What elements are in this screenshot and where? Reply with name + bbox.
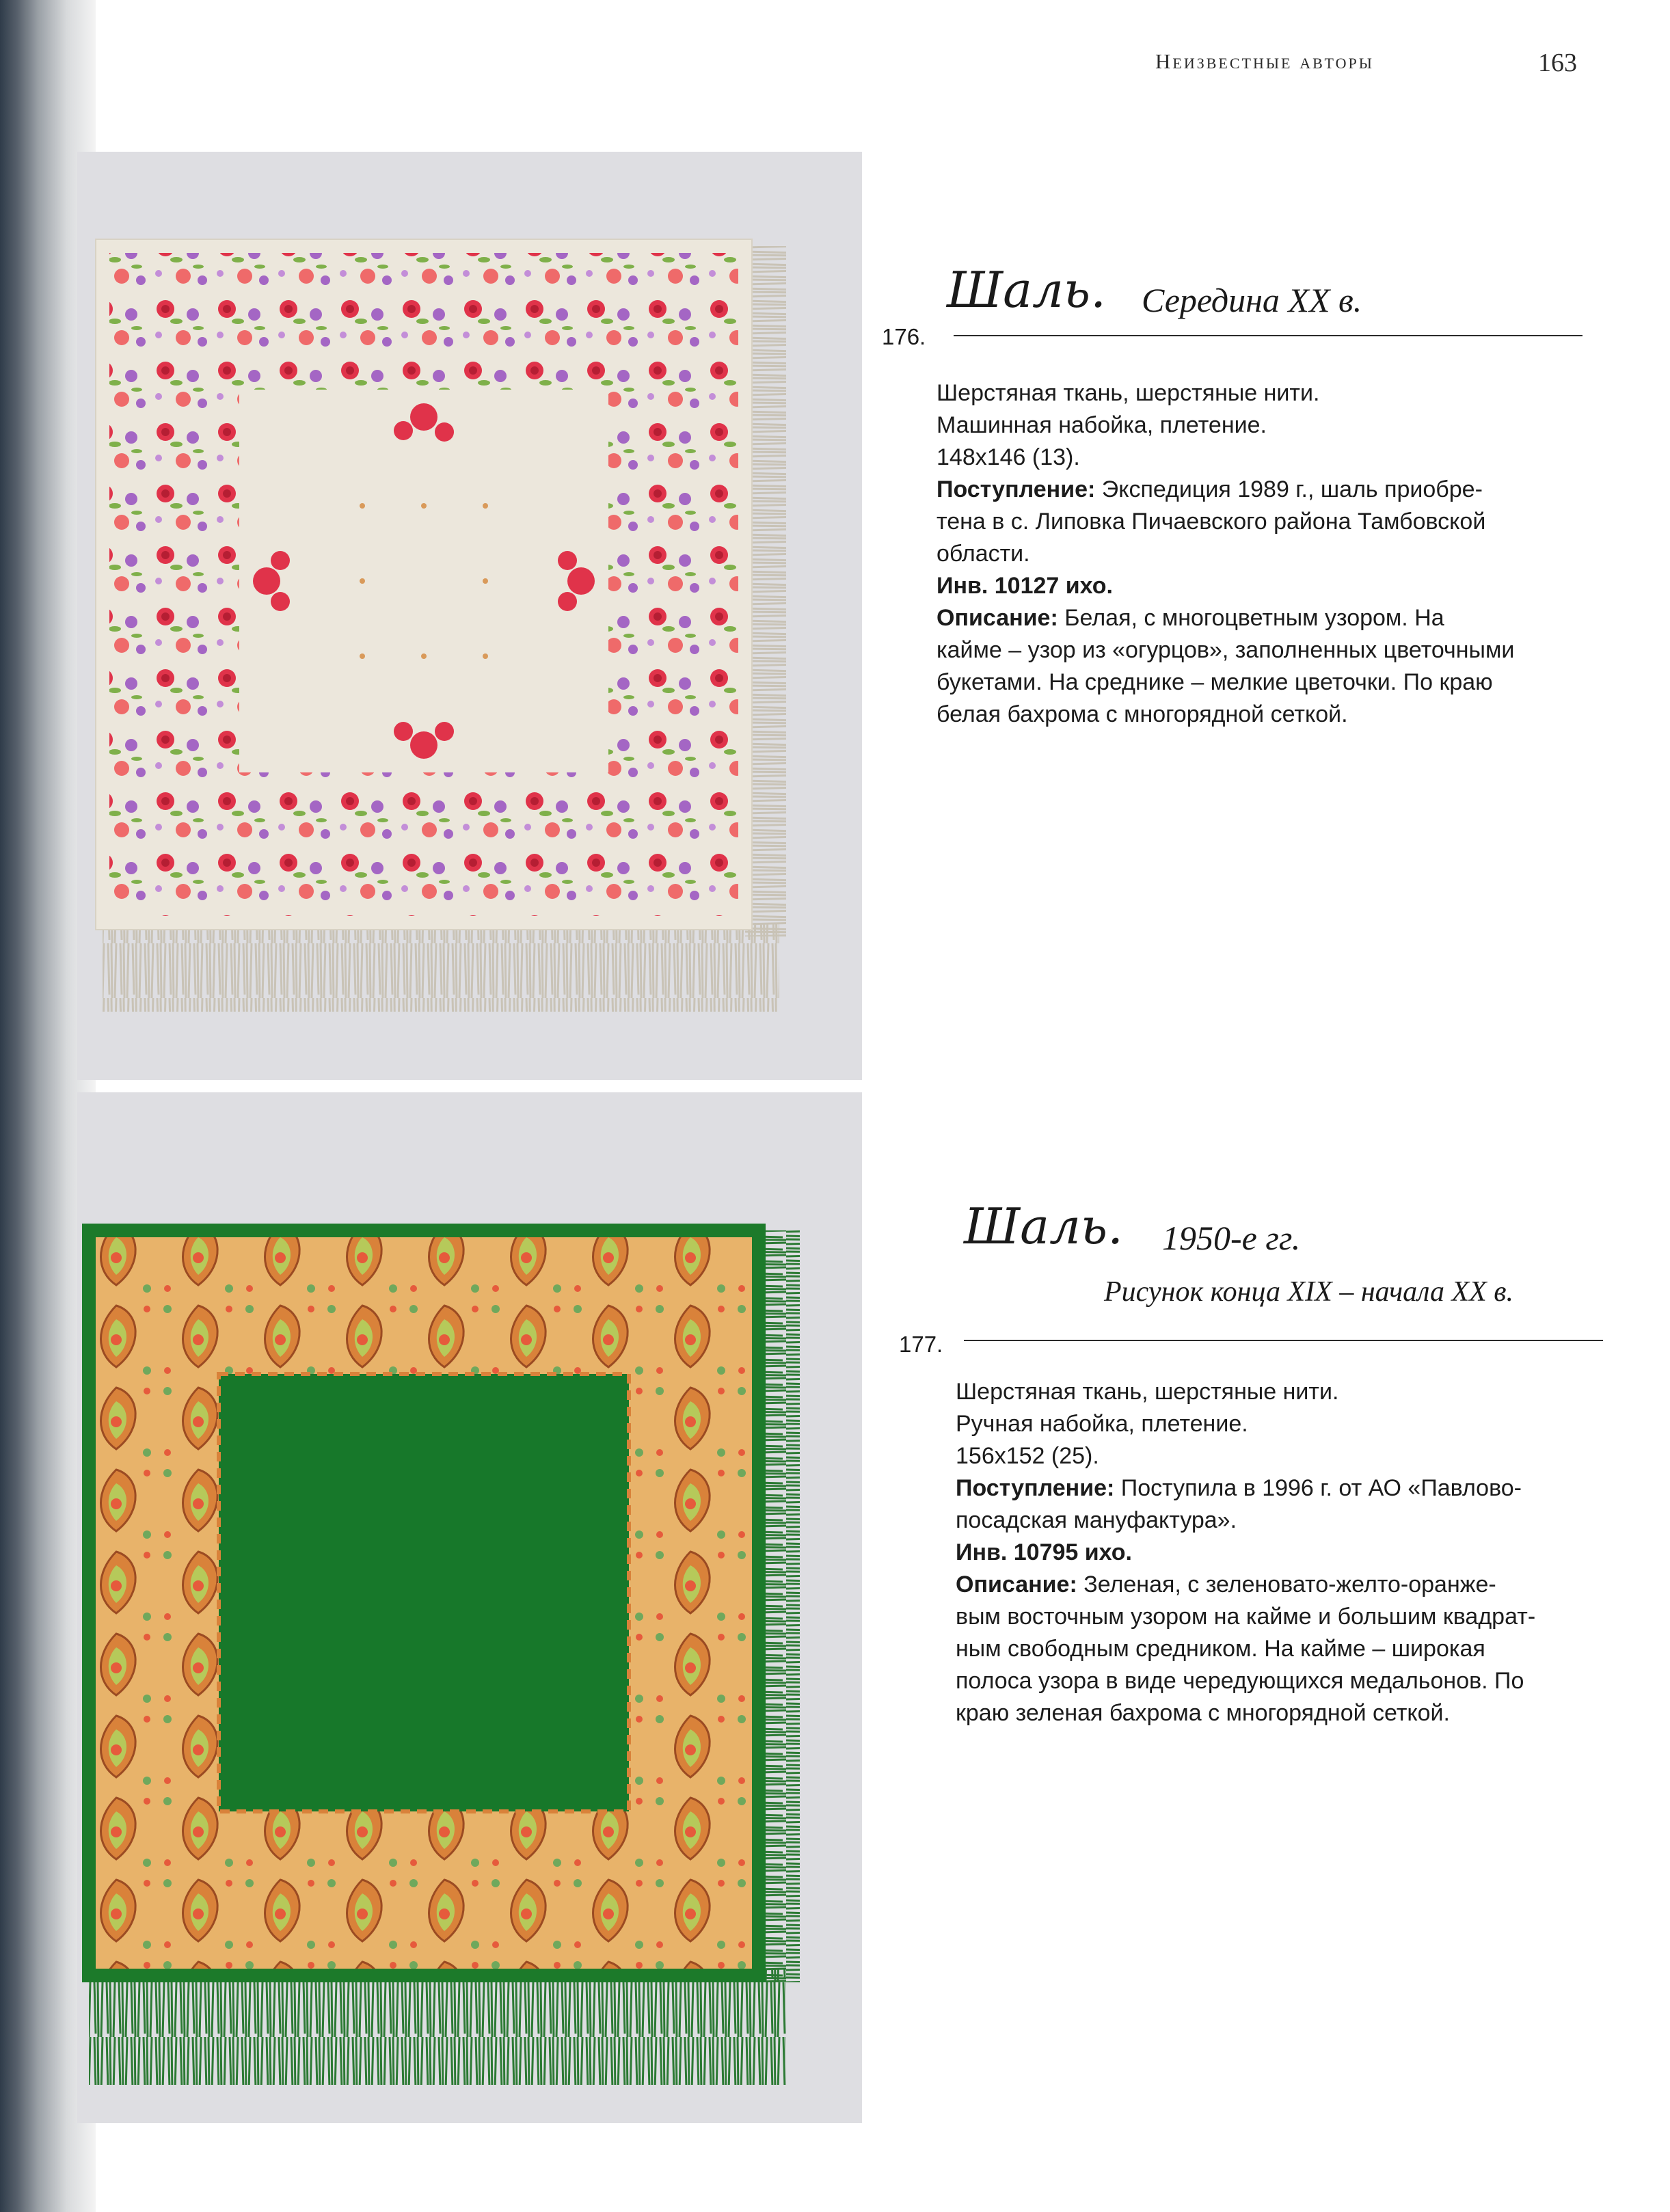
material-line: Шерстяная ткань, шерстяные нити.: [937, 380, 1320, 406]
running-header: Неизвестные авторы: [1155, 49, 1374, 73]
entry-subtitle: Рисунок конца XIX – начала XX в.: [1104, 1276, 1514, 1308]
entry-description: [937, 377, 1593, 731]
inventory-number: Инв. 10127 ихо.: [937, 573, 1113, 599]
technique-line: Машинная набойка, плетение.: [937, 412, 1267, 438]
acquisition-line: Поступление: Экспедиция 1989 г., шаль приобре-: [937, 476, 1483, 502]
title-rule: [964, 1340, 1603, 1341]
description-line: кайме – узор из «огурцов», заполненных цветочными: [937, 637, 1515, 663]
technique-line: Ручная набойка, плетение.: [956, 1411, 1248, 1437]
catalog-number: 176.: [882, 324, 926, 349]
shawl-image-white-floral: [89, 232, 786, 1019]
shawl-image-green-paisley: [75, 1217, 800, 2092]
description-line: букетами. На среднике – мелкие цветочки. По краю: [937, 669, 1493, 695]
acquisition-label: Поступление:: [956, 1475, 1115, 1501]
acquisition-line: тена в с. Липовка Пичаевского района Тамбовской: [937, 509, 1486, 535]
page-number: 163: [1538, 49, 1577, 77]
size-line: 148x146 (13).: [937, 444, 1080, 470]
description-line: белая бахрома с многорядной сеткой.: [937, 701, 1348, 727]
entry-title: Шаль.: [947, 261, 1107, 319]
entry-date: 1950-е гг.: [1162, 1219, 1301, 1257]
description-line: полоса узора в виде чередующихся медальонов. По: [956, 1668, 1524, 1694]
description-line: ным свободным средником. На кайме – широкая: [956, 1636, 1485, 1662]
size-line: 156x152 (25).: [956, 1443, 1099, 1469]
inventory-number: Инв. 10795 ихо.: [956, 1539, 1132, 1565]
title-rule: [954, 335, 1583, 336]
description-line: Описание: Белая, с многоцветным узором. На: [937, 605, 1444, 631]
description-line: вым восточным узором на кайме и большим квадрат-: [956, 1604, 1536, 1630]
entry-description: [956, 1376, 1612, 1729]
description-label: Описание:: [956, 1572, 1077, 1597]
acquisition-line: области.: [937, 541, 1030, 567]
entry-date: Середина XX в.: [1142, 281, 1362, 319]
description-line: Описание: Зеленая, с зеленовато-желто-оранже-: [956, 1572, 1496, 1597]
acquisition-line: Поступление: Поступила в 1996 г. от АО «Павлово-: [956, 1475, 1522, 1501]
description-line: краю зеленая бахрома с многорядной сеткой.: [956, 1700, 1450, 1726]
acquisition-label: Поступление:: [937, 476, 1096, 502]
entry-title: Шаль.: [964, 1198, 1124, 1255]
description-label: Описание:: [937, 605, 1058, 631]
material-line: Шерстяная ткань, шерстяные нити.: [956, 1379, 1339, 1405]
acquisition-line: посадская мануфактура».: [956, 1507, 1237, 1533]
catalog-number: 177.: [899, 1332, 943, 1357]
